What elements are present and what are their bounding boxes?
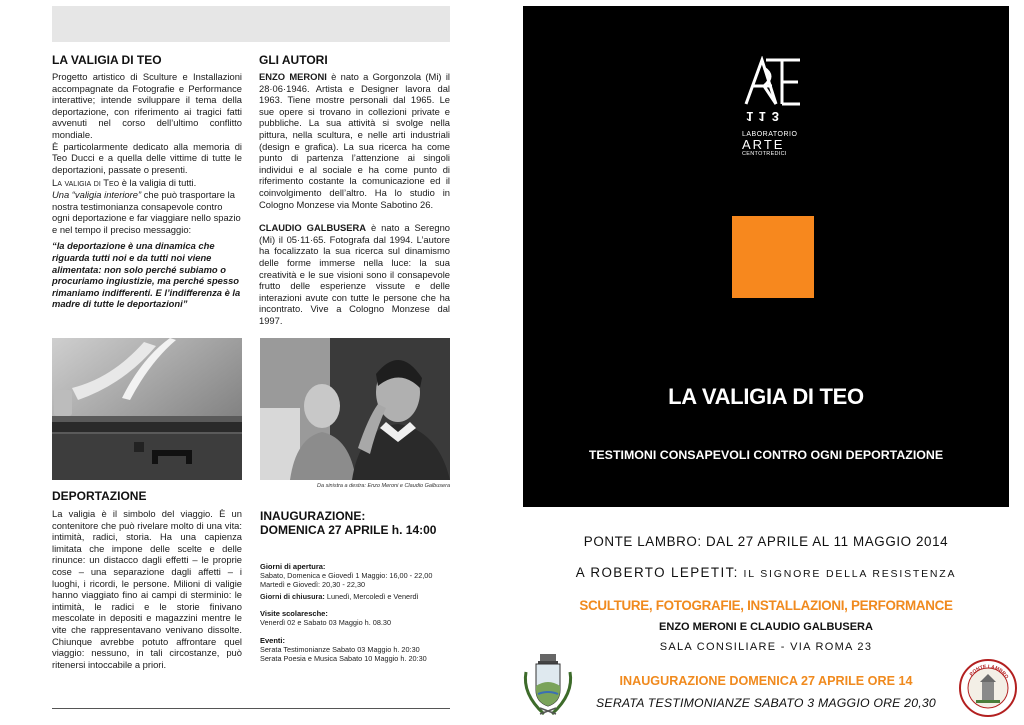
artists-line: ENZO MERONI E CLAUDIO GALBUSERA: [659, 621, 873, 633]
visite-text: Venerdì 02 e Sabato 03 Maggio h. 08.30: [260, 618, 392, 628]
enzo-bio: [259, 71, 450, 210]
valigia-quote: “la deportazione è una dinamica che riguarda tutti noi e da tutti noi viene alimentata: non solo perché subiamo o procuriamo ingiustizie, ma perché spesso rimaniamo indifferenti. E l’indifferenza è la madre di tutte le deportazioni”: [52, 240, 241, 310]
dedication-name: A ROBERTO LEPETIT:: [575, 565, 739, 580]
orange-square: [732, 216, 814, 298]
apertura-label: Giorni di apertura:: [260, 562, 326, 571]
authors-photo-caption: Da sinistra a destra: Enzo Meroni e Claudio Galbusera: [317, 483, 450, 489]
info-block: [260, 562, 460, 663]
laboratorio-arte-logo: [742, 56, 804, 160]
valigia-p4: [52, 189, 242, 235]
valigia-p2: È particolarmente dedicato alla memoria di Teo Ducci e a quella delle vittime di tutte le deportazioni, passate o presenti.: [52, 140, 242, 175]
apertura-line2: Martedì e Giovedì: 20,30 - 22,30: [260, 580, 366, 590]
inaug-heading-line2: DOMENICA 27 APRILE h. 14:00: [260, 523, 437, 537]
section-heading-deportazione: DEPORTAZIONE: [52, 489, 147, 503]
logo-line1: LABORATORIO: [742, 131, 798, 138]
inaug-heading-line1: INAUGURAZIONE:: [260, 509, 366, 523]
chiusura-label: Giorni di chiusura:: [260, 591, 325, 601]
valigia-text: [52, 71, 242, 310]
authors-photo: [260, 338, 450, 480]
commemorative-seal-icon: [958, 658, 1018, 718]
valigia-p3-caps: La valigia di Teo: [52, 177, 120, 189]
valigia-p3: [52, 177, 242, 189]
suitcase-photo: [52, 338, 242, 480]
logo-mark-digits: 113: [746, 109, 785, 124]
exhibition-dates: PONTE LAMBRO: DAL 27 APRILE AL 11 MAGGIO 2014: [583, 534, 949, 549]
chiusura-text: Lunedì, Mercoledì e Venerdì: [324, 591, 419, 601]
cover-title: LA VALIGIA DI TEO: [668, 384, 864, 409]
dedication-line: [523, 565, 1009, 580]
evento-1: Serata Testimonianze Sabato 03 Maggio h. 20:30: [260, 644, 420, 654]
valigia-p4a: Una “valigia interiore”: [52, 188, 142, 200]
seal-text: PONTE LAMBRO: [968, 663, 1010, 681]
inauguration-line: INAUGURAZIONE DOMENICA 27 APRILE ORE 14: [619, 674, 913, 688]
dedication-tagline: IL SIGNORE DELLA RESISTENZA: [738, 568, 957, 580]
evento-2: Serata Poesia e Musica Sabato 10 Maggio h. 20:30: [260, 654, 427, 664]
claudio-text: è nato a Seregno (Mi) il 05·11·65. Fotografa dal 1994. L’autore ha focalizzato la sua ricerca sul dinamismo delle forme immerse nella luce: la sua creatività e le sue visioni sono il consapevole frutto delle esperienze vissute e delle interazioni avute con tutte le persone che ha incontrato. Vive a Cologno Monzese dal 1997.: [259, 222, 450, 326]
section-heading-autori: GLI AUTORI: [259, 53, 328, 67]
valigia-p3-rest: è la valigia di tutti.: [119, 177, 197, 189]
top-grey-bar: [52, 6, 450, 42]
chiusura-line: [260, 592, 460, 601]
enzo-name: ENZO MERONI: [259, 71, 327, 82]
logo-line3: CENTOTREDICI: [742, 151, 787, 157]
arte-monogram-icon: [742, 56, 804, 128]
bottom-rule: [52, 708, 450, 709]
claudio-bio: [259, 222, 450, 326]
valigia-p4b: che può trasportare la nostra testimonianza consapevole contro ogni deportazione e far viaggiare nello spazio e nel tempo il preciso messaggio:: [52, 188, 241, 235]
deportazione-text: La valigia è il simbolo del viaggio. È un contenitore che può rivelare molto di una vita: intimità, radici, storia. Ha una capienza limitata che impone delle scelte e delle rinunce: un distacco dagli effetti – le proprie cose – una separazione dagli affetti – i luoghi, i ricordi, le persone. Milioni di valigie hanno viaggiato fino ai campi di sterminio: le intimità, le radici e le storie finivano mescolate in depositi e magazzini mentre le vite che rappresentavano venivano dissolte. Chiunque avrebbe potuto affrontare quel viaggio: nessuno, in tali circostanze, può ritenersi intoccabile a priori.: [52, 508, 242, 670]
logo-line2: ARTE: [742, 137, 785, 152]
eventi-label: Eventi:: [260, 635, 286, 645]
cover-subtitle: TESTIMONI CONSAPEVOLI CONTRO OGNI DEPORTAZIONE: [588, 448, 944, 462]
valigia-p1: Progetto artistico di Sculture e Installazioni accompagnate da Fotografie e Performance interattive; intende sviluppare il tema della deportazione, con riferimento ai tragici fatti avvenuti nel corso dell’ultimo conflitto mondiale.: [52, 71, 242, 140]
claudio-name: CLAUDIO GALBUSERA: [259, 222, 367, 234]
section-heading-valigia: LA VALIGIA DI TEO: [52, 53, 162, 67]
autori-text: [259, 71, 450, 326]
municipal-crest-icon: [520, 652, 576, 722]
evening-line: SERATA TESTIMONIANZE SABATO 3 MAGGIO ORE 20,30: [596, 696, 936, 710]
media-line: SCULTURE, FOTOGRAFIE, INSTALLAZIONI, PERFORMANCE: [579, 598, 953, 613]
enzo-text: è nato a Gorgonzola (Mi) il 28·06·1946. Artista e Designer lavora dal 1963. Tiene mostre personali dal 1965. Le sue opere si trovano in collezioni private e pubbliche. La sua attività si svolge nella pittura, nella scultura, e nelle arti industriali (design e grafica). La sua ricerca ha come punto di partenza l’attenzione ai singoli individui e al sociale e ha come punto di riferimento costante la comunicazione ed il coinvolgimento dell’altro. Ha lo studio in Cologno Monzese via Monte Sabotino 26.: [259, 71, 450, 210]
apertura-line1: Sabato, Domenica e Giovedì 1 Maggio: 16,00 - 22,00: [260, 571, 433, 580]
venue-line: SALA CONSILIARE - VIA ROMA 23: [659, 641, 873, 653]
inaug-heading: [260, 509, 436, 537]
visite-label: Visite scolaresche:: [260, 609, 328, 619]
